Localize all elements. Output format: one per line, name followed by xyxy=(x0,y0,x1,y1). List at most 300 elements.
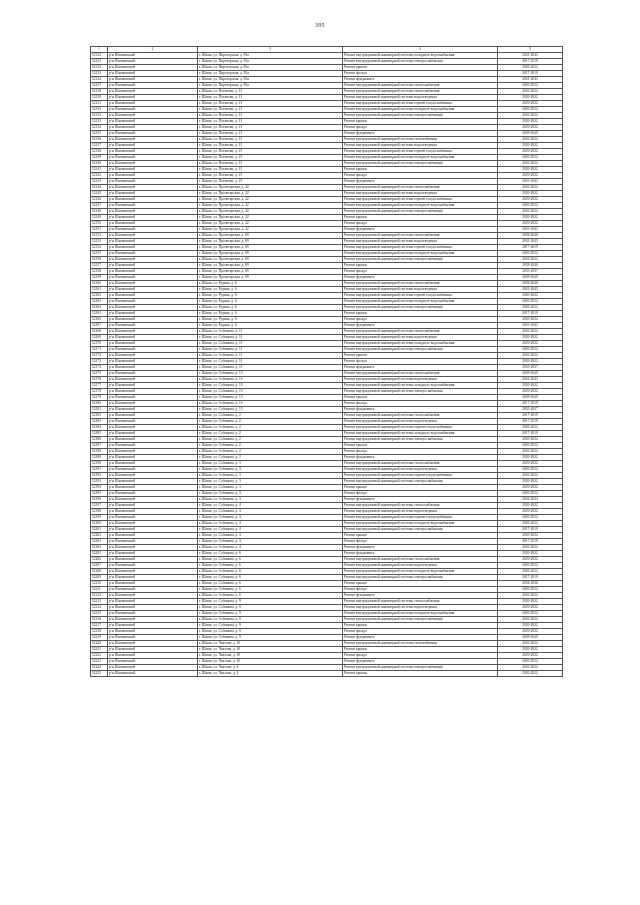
work-type-cell: Ремонт крыши xyxy=(343,533,498,539)
period-cell: 2020-2022 xyxy=(498,593,563,599)
row-number-cell: 52124 xyxy=(91,77,108,83)
address-cell: г. Шашк, ул. Собинова, д. 11 xyxy=(198,359,343,365)
row-number-cell: 52127 xyxy=(91,83,108,89)
period-cell: 2020-2022 xyxy=(498,599,563,605)
work-type-cell: Ремонт внутридомовой инженерной системы водоотведения xyxy=(343,287,498,293)
work-type-cell: Ремонт фундамента xyxy=(343,551,498,557)
work-type-cell: Ремонт крыши xyxy=(343,581,498,587)
district-cell: р-н Шашковский xyxy=(108,197,198,203)
address-cell: г. Шашк, ул. Рудина, д. 6 xyxy=(198,293,343,299)
district-cell: р-н Шашковский xyxy=(108,557,198,563)
period-cell: 2020-2022 xyxy=(498,629,563,635)
row-number-cell: 52209 xyxy=(91,575,108,581)
district-cell: р-н Шашковский xyxy=(108,413,198,419)
district-cell: р-н Шашковский xyxy=(108,149,198,155)
row-number-cell: 52188 xyxy=(91,449,108,455)
period-cell: 2020-2022 xyxy=(498,383,563,389)
period-cell: 2017-2019 xyxy=(498,419,563,425)
row-number-cell: 52146 xyxy=(91,197,108,203)
period-cell: 2038-2040 xyxy=(498,233,563,239)
row-number-cell: 52175 xyxy=(91,371,108,377)
work-type-cell: Ремонт внутридомовой инженерной системы холодного водоснабжения xyxy=(343,299,498,305)
work-type-cell: Ремонт крыши xyxy=(343,671,498,677)
work-type-cell: Ремонт внутридомовой инженерной системы электроснабжения xyxy=(343,59,498,65)
work-type-cell: Ремонт внутридомовой инженерной системы водоотведения xyxy=(343,509,498,515)
district-cell: р-н Шашковский xyxy=(108,59,198,65)
address-cell: г. Шашк, ул. Пролетарская, д. 42 xyxy=(198,191,343,197)
address-cell: г. Шашк, ул. Пролетарская, д. 42 xyxy=(198,215,343,221)
work-type-cell: Ремонт крыши xyxy=(343,395,498,401)
address-cell: г. Шашк, ул. Собинова, д. 6 xyxy=(198,593,343,599)
row-number-cell: 52211 xyxy=(91,587,108,593)
work-type-cell: Ремонт фасада xyxy=(343,221,498,227)
row-number-cell: 52197 xyxy=(91,503,108,509)
period-cell: 2020-2022 xyxy=(498,671,563,677)
work-type-cell: Ремонт внутридомовой инженерной системы холодного водоснабжения xyxy=(343,341,498,347)
district-cell: р-н Шашковский xyxy=(108,137,198,143)
district-cell: р-н Шашковский xyxy=(108,395,198,401)
row-number-cell: 52154 xyxy=(91,245,108,251)
work-type-cell: Ремонт внутридомовой инженерной системы теплоснабжения xyxy=(343,557,498,563)
period-cell: 2020-2022 xyxy=(498,353,563,359)
row-number-cell: 52219 xyxy=(91,635,108,641)
work-type-cell: Ремонт внутридомовой инженерной системы водоотведения xyxy=(343,563,498,569)
district-cell: р-н Шашковский xyxy=(108,407,198,413)
period-cell: 2017-2019 xyxy=(498,245,563,251)
district-cell: р-н Шашковский xyxy=(108,641,198,647)
district-cell: р-н Шашковский xyxy=(108,305,198,311)
row-number-cell: 52192 xyxy=(91,473,108,479)
district-cell: р-н Шашковский xyxy=(108,605,198,611)
address-cell: г. Шашк, ул. Собинова, д. 2 xyxy=(198,431,343,437)
period-cell: 2035-2037 xyxy=(498,407,563,413)
district-cell: р-н Шашковский xyxy=(108,659,198,665)
period-cell: 2020-2022 xyxy=(498,425,563,431)
row-number-cell: 52138 xyxy=(91,149,108,155)
address-cell: г. Шашк, ул. Собинова, д. 3 xyxy=(198,473,343,479)
district-cell: р-н Шашковский xyxy=(108,437,198,443)
district-cell: р-н Шашковский xyxy=(108,353,198,359)
address-cell: г. Шашк, ул. Потапова, д. 13 xyxy=(198,119,343,125)
row-number-cell: 52189 xyxy=(91,455,108,461)
row-number-cell: 52206 xyxy=(91,557,108,563)
work-type-cell: Ремонт фундамента xyxy=(343,131,498,137)
work-type-cell: Ремонт фундамента xyxy=(343,323,498,329)
district-cell: р-н Шашковский xyxy=(108,365,198,371)
work-type-cell: Ремонт фасада xyxy=(343,317,498,323)
district-cell: р-н Шашковский xyxy=(108,431,198,437)
row-number-cell: 52161 xyxy=(91,287,108,293)
period-cell: 2020-2022 xyxy=(498,113,563,119)
district-cell: р-н Шашковский xyxy=(108,467,198,473)
row-number-cell: 52163 xyxy=(91,299,108,305)
work-type-cell: Ремонт внутридомовой инженерной системы электроснабжения xyxy=(343,305,498,311)
period-cell: 2038-2040 xyxy=(498,371,563,377)
district-cell: р-н Шашковский xyxy=(108,101,198,107)
work-type-cell: Ремонт внутридомовой инженерной системы холодного водоснабжения xyxy=(343,107,498,113)
period-cell: 2020-2022 xyxy=(498,605,563,611)
work-type-cell: Ремонт внутридомовой инженерной системы горячего водоснабжения xyxy=(343,149,498,155)
work-type-cell: Ремонт внутридомовой инженерной системы холодного водоснабжения xyxy=(343,251,498,257)
work-type-cell: Ремонт фундамента xyxy=(343,275,498,281)
district-cell: р-н Шашковский xyxy=(108,581,198,587)
address-cell: г. Шашк, ул. Чкалова, д. 10 xyxy=(198,653,343,659)
period-cell: 2020-2022 xyxy=(498,545,563,551)
row-number-cell: 52160 xyxy=(91,281,108,287)
address-cell: г. Шашк, ул. Собинова, д. 9 xyxy=(198,623,343,629)
address-cell: г. Шашк, ул. Собинова, д. 9 xyxy=(198,611,343,617)
address-cell: г. Шашк, ул. Чкалова, д. 4 xyxy=(198,671,343,677)
work-type-cell: Ремонт внутридомовой инженерной системы холодного водоснабжения xyxy=(343,521,498,527)
work-type-cell: Ремонт внутридомовой инженерной системы электроснабжения xyxy=(343,575,498,581)
address-cell: г. Шашк, ул. Потапова, д. 15 xyxy=(198,179,343,185)
row-number-cell: 52123 xyxy=(91,71,108,77)
work-type-cell: Ремонт внутридомовой инженерной системы холодного водоснабжения xyxy=(343,611,498,617)
address-cell: г. Шашк, ул. Собинова, д. 4 xyxy=(198,521,343,527)
row-number-cell: 52133 xyxy=(91,119,108,125)
period-cell: 2020-2022 xyxy=(498,455,563,461)
row-number-cell: 52194 xyxy=(91,485,108,491)
row-number-cell: 52178 xyxy=(91,389,108,395)
row-number-cell: 52170 xyxy=(91,341,108,347)
district-cell: р-н Шашковский xyxy=(108,107,198,113)
district-cell: р-н Шашковский xyxy=(108,401,198,407)
row-number-cell: 52213 xyxy=(91,599,108,605)
work-type-cell: Ремонт внутридомовой инженерной системы газоснабжения xyxy=(343,137,498,143)
row-number-cell: 52182 xyxy=(91,413,108,419)
period-cell: 2017-2019 xyxy=(498,539,563,545)
row-number-cell: 52179 xyxy=(91,395,108,401)
district-cell: р-н Шашковский xyxy=(108,449,198,455)
work-type-cell: Ремонт крыши xyxy=(343,119,498,125)
address-cell: г. Шашк, ул. Собинова, д. 13 xyxy=(198,383,343,389)
row-number-cell: 52122 xyxy=(91,53,108,59)
address-cell: г. Шашк, ул. Собинова, д. 4 xyxy=(198,515,343,521)
row-number-cell: 52186 xyxy=(91,437,108,443)
period-cell: 2017-2019 xyxy=(498,527,563,533)
address-cell: г. Шашк, ул. Рудина, д. 6 xyxy=(198,305,343,311)
row-number-cell: 52180 xyxy=(91,401,108,407)
row-number-cell: 52132 xyxy=(91,113,108,119)
work-type-cell: Ремонт внутридомовой инженерной системы электроснабжения xyxy=(343,437,498,443)
address-cell: г. Шашк, ул. Рудина, д. 6 xyxy=(198,299,343,305)
work-type-cell: Ремонт внутридомовой инженерной системы водоотведения xyxy=(343,335,498,341)
period-cell: 2034-2036 xyxy=(498,581,563,587)
address-cell: г. Шашк, ул. Собинова, д. 13 xyxy=(198,407,343,413)
work-type-cell: Ремонт внутридомовой инженерной системы теплоснабжения xyxy=(343,599,498,605)
address-cell: г. Шашк, ул. Пирогорская, д. 83а xyxy=(198,59,343,65)
address-cell: г. Шашк, ул. Потапова, д. 15 xyxy=(198,167,343,173)
district-cell: р-н Шашковский xyxy=(108,461,198,467)
work-type-cell: Ремонт фасада xyxy=(343,401,498,407)
address-cell: г. Шашк, ул. Собинова, д. 13 xyxy=(198,377,343,383)
row-number-cell: 52165 xyxy=(91,311,108,317)
district-cell: р-н Шашковский xyxy=(108,191,198,197)
period-cell: 2020-2022 xyxy=(498,185,563,191)
work-type-cell: Ремонт внутридомовой инженерной системы электроснабжения xyxy=(343,527,498,533)
row-number-cell: 52148 xyxy=(91,209,108,215)
address-cell: г. Шашк, ул. Пирогорская, д. 85а xyxy=(198,71,343,77)
district-cell: р-н Шашковский xyxy=(108,635,198,641)
row-number-cell: 52217 xyxy=(91,623,108,629)
period-cell: 2020-2022 xyxy=(498,95,563,101)
period-cell: 2020-2022 xyxy=(498,197,563,203)
work-type-cell: Ремонт внутридомовой инженерной системы электроснабжения xyxy=(343,617,498,623)
district-cell: р-н Шашковский xyxy=(108,341,198,347)
work-type-cell: Ремонт внутридомовой инженерной системы холодного водоснабжения xyxy=(343,431,498,437)
work-type-cell: Ремонт крыши xyxy=(343,167,498,173)
work-type-cell: Ремонт фасада xyxy=(343,491,498,497)
address-cell: г. Шашк, ул. Собинова, д. 2 xyxy=(198,425,343,431)
period-cell: 2020-2022 xyxy=(498,107,563,113)
district-cell: р-н Шашковский xyxy=(108,359,198,365)
work-type-cell: Ремонт внутридомовой инженерной системы водоотведения xyxy=(343,239,498,245)
address-cell: г. Шашк, ул. Пирогорская, д. 85а xyxy=(198,65,343,71)
address-cell: г. Шашк, ул. Собинова, д. 2 xyxy=(198,419,343,425)
row-number-cell: 52173 xyxy=(91,359,108,365)
period-cell: 2020-2022 xyxy=(498,641,563,647)
period-cell: 2041-2043 xyxy=(498,179,563,185)
work-type-cell: Ремонт фасада xyxy=(343,359,498,365)
address-cell: г. Шашк, ул. Пролетарская, д. 69 xyxy=(198,275,343,281)
row-number-cell: 52168 xyxy=(91,329,108,335)
district-cell: р-н Шашковский xyxy=(108,383,198,389)
period-cell: 2020-2022 xyxy=(498,215,563,221)
period-cell: 2020-2022 xyxy=(498,611,563,617)
period-cell: 2020-2022 xyxy=(498,329,563,335)
work-type-cell: Ремонт внутридомовой инженерной системы горячего водоснабжения xyxy=(343,293,498,299)
district-cell: р-н Шашковский xyxy=(108,317,198,323)
column-header: 2 xyxy=(108,47,198,53)
work-type-cell: Ремонт фундамента xyxy=(343,635,498,641)
work-type-cell: Ремонт внутридомовой инженерной системы холодного водоснабжения xyxy=(343,569,498,575)
work-type-cell: Ремонт внутридомовой инженерной системы водоотведения xyxy=(343,605,498,611)
district-cell: р-н Шашковский xyxy=(108,155,198,161)
period-cell: 2038-2040 xyxy=(498,395,563,401)
row-number-cell: 52176 xyxy=(91,377,108,383)
address-cell: г. Шашк, ул. Рудина, д. 6 xyxy=(198,287,343,293)
period-cell: 2020-2022 xyxy=(498,473,563,479)
district-cell: р-н Шашковский xyxy=(108,425,198,431)
district-cell: р-н Шашковский xyxy=(108,587,198,593)
address-cell: г. Шашк, ул. Чкалова, д. 4 xyxy=(198,665,343,671)
row-number-cell: 52130 xyxy=(91,95,108,101)
row-number-cell: 52221 xyxy=(91,647,108,653)
work-type-cell: Ремонт внутридомовой инженерной системы горячего водоснабжения xyxy=(343,425,498,431)
period-cell: 2020-2022 xyxy=(498,563,563,569)
address-cell: г. Шашк, ул. Собинова, д. 6 xyxy=(198,569,343,575)
period-cell: 2020-2022 xyxy=(498,557,563,563)
work-type-cell: Ремонт фундамента xyxy=(343,407,498,413)
work-type-cell: Ремонт внутридомовой инженерной системы электроснабжения xyxy=(343,347,498,353)
district-cell: р-н Шашковский xyxy=(108,551,198,557)
address-cell: г. Шашк, ул. Собинова, д. 6 xyxy=(198,587,343,593)
period-cell: 2020-2022 xyxy=(498,257,563,263)
district-cell: р-н Шашковский xyxy=(108,479,198,485)
district-cell: р-н Шашковский xyxy=(108,71,198,77)
work-type-cell: Ремонт фасада xyxy=(343,125,498,131)
row-number-cell: 52136 xyxy=(91,137,108,143)
period-cell: 2020-2022 xyxy=(498,617,563,623)
district-cell: р-н Шашковский xyxy=(108,83,198,89)
row-number-cell: 52157 xyxy=(91,263,108,269)
address-cell: г. Шашк, ул. Рудина, д. 6 xyxy=(198,311,343,317)
work-type-cell: Ремонт крыши xyxy=(343,485,498,491)
period-cell: 2017-2019 xyxy=(498,311,563,317)
row-number-cell: 52199 xyxy=(91,515,108,521)
district-cell: р-н Шашковский xyxy=(108,275,198,281)
work-type-cell: Ремонт крыши xyxy=(343,623,498,629)
row-number-cell: 52177 xyxy=(91,383,108,389)
work-type-cell: Ремонт внутридомовой инженерной системы водоотведения xyxy=(343,377,498,383)
row-number-cell: 52207 xyxy=(91,563,108,569)
address-cell: г. Шашк, ул. Пролетарская, д. 69 xyxy=(198,257,343,263)
row-number-cell: 52135 xyxy=(91,131,108,137)
period-cell: 2020-2022 xyxy=(498,347,563,353)
district-cell: р-н Шашковский xyxy=(108,251,198,257)
district-cell: р-н Шашковский xyxy=(108,227,198,233)
district-cell: р-н Шашковский xyxy=(108,65,198,71)
period-cell: 2020-2022 xyxy=(498,167,563,173)
address-cell: г. Шашк, ул. Собинова, д. 9 xyxy=(198,617,343,623)
address-cell: г. Шашк, ул. Собинова, д. 13 xyxy=(198,395,343,401)
district-cell: р-н Шашковский xyxy=(108,545,198,551)
address-cell: г. Шашк, ул. Собинова, д. 2 xyxy=(198,413,343,419)
row-number-cell: 52143 xyxy=(91,179,108,185)
work-type-cell: Ремонт фундамента xyxy=(343,659,498,665)
work-type-cell: Ремонт фундамента xyxy=(343,365,498,371)
period-cell: 2041-2043 xyxy=(498,377,563,383)
row-number-cell: 52156 xyxy=(91,257,108,263)
district-cell: р-н Шашковский xyxy=(108,527,198,533)
work-type-cell: Ремонт внутридомовой инженерной системы электроснабжения xyxy=(343,113,498,119)
row-number-cell: 52131 xyxy=(91,101,108,107)
row-number-cell: 52137 xyxy=(91,143,108,149)
address-cell: г. Шашк, ул. Собинова, д. 3 xyxy=(198,479,343,485)
address-cell: г. Шашк, ул. Потапова, д. 13 xyxy=(198,107,343,113)
work-type-cell: Ремонт внутридомовой инженерной системы водоотведения xyxy=(343,191,498,197)
work-type-cell: Ремонт фасада xyxy=(343,653,498,659)
address-cell: г. Шашк, ул. Собинова, д. 6 xyxy=(198,557,343,563)
address-cell: г. Шашк, ул. Собинова, д. 9 xyxy=(198,629,343,635)
capital-repair-table xyxy=(90,46,563,677)
work-type-cell: Ремонт внутридомовой инженерной системы теплоснабжения xyxy=(343,185,498,191)
address-cell: г. Шашк, ул. Собинова, д. 6 xyxy=(198,581,343,587)
period-cell: 2017-2019 xyxy=(498,575,563,581)
district-cell: р-н Шашковский xyxy=(108,113,198,119)
row-number-cell: 52196 xyxy=(91,497,108,503)
district-cell: р-н Шашковский xyxy=(108,455,198,461)
row-number-cell: 52224 xyxy=(91,665,108,671)
district-cell: р-н Шашковский xyxy=(108,167,198,173)
address-cell: г. Шашк, ул. Собинова, д. 3 xyxy=(198,491,343,497)
address-cell: г. Шашк, ул. Собинова, д. 13 xyxy=(198,401,343,407)
work-type-cell: Ремонт внутридомовой инженерной системы горячего водоснабжения xyxy=(343,245,498,251)
period-cell: 2041-2043 xyxy=(498,77,563,83)
district-cell: р-н Шашковский xyxy=(108,671,198,677)
work-type-cell: Ремонт внутридомовой инженерной системы теплоснабжения xyxy=(343,371,498,377)
work-type-cell: Ремонт внутридомовой инженерной системы газоснабжения xyxy=(343,641,498,647)
address-cell: г. Шашк, ул. Потапова, д. 15 xyxy=(198,173,343,179)
work-type-cell: Ремонт фасада xyxy=(343,173,498,179)
address-cell: г. Шашк, ул. Потапова, д. 15 xyxy=(198,137,343,143)
district-cell: р-н Шашковский xyxy=(108,119,198,125)
row-number-cell: 52190 xyxy=(91,461,108,467)
district-cell: р-н Шашковский xyxy=(108,371,198,377)
work-type-cell: Ремонт внутридомовой инженерной системы водоотведения xyxy=(343,467,498,473)
work-type-cell: Ремонт крыши xyxy=(343,215,498,221)
row-number-cell: 52174 xyxy=(91,365,108,371)
row-number-cell: 52149 xyxy=(91,215,108,221)
district-cell: р-н Шашковский xyxy=(108,629,198,635)
period-cell: 2020-2022 xyxy=(498,521,563,527)
district-cell: р-н Шашковский xyxy=(108,347,198,353)
district-cell: р-н Шашковский xyxy=(108,419,198,425)
work-type-cell: Ремонт крыши xyxy=(343,311,498,317)
period-cell: 2020-2022 xyxy=(498,83,563,89)
row-number-cell: 52187 xyxy=(91,443,108,449)
address-cell: г. Шашк, ул. Пролетарская, д. 42 xyxy=(198,185,343,191)
period-cell: 2020-2022 xyxy=(498,203,563,209)
address-cell: г. Шашк, ул. Пролетарская, д. 69 xyxy=(198,245,343,251)
district-cell: р-н Шашковский xyxy=(108,389,198,395)
period-cell: 2020-2022 xyxy=(498,335,563,341)
district-cell: р-н Шашковский xyxy=(108,647,198,653)
district-cell: р-н Шашковский xyxy=(108,89,198,95)
district-cell: р-н Шашковский xyxy=(108,131,198,137)
period-cell: 2020-2022 xyxy=(498,515,563,521)
work-type-cell: Ремонт внутридомовой инженерной системы теплоснабжения xyxy=(343,461,498,467)
district-cell: р-н Шашковский xyxy=(108,53,198,59)
work-type-cell: Ремонт крыши xyxy=(343,353,498,359)
work-type-cell: Ремонт внутридомовой инженерной системы водоотведения xyxy=(343,95,498,101)
period-cell: 2020-2022 xyxy=(498,155,563,161)
address-cell: г. Шашк, ул. Собинова, д. 2 xyxy=(198,443,343,449)
row-number-cell: 52223 xyxy=(91,659,108,665)
address-cell: г. Шашк, ул. Рудина, д. 6 xyxy=(198,317,343,323)
district-cell: р-н Шашковский xyxy=(108,473,198,479)
district-cell: р-н Шашковский xyxy=(108,509,198,515)
work-type-cell: Ремонт фундамента xyxy=(343,455,498,461)
row-number-cell: 52153 xyxy=(91,239,108,245)
district-cell: р-н Шашковский xyxy=(108,575,198,581)
work-type-cell: Ремонт фундамента xyxy=(343,179,498,185)
work-type-cell: Ремонт фасада xyxy=(343,539,498,545)
work-type-cell: Ремонт внутридомовой инженерной системы теплоснабжения xyxy=(343,89,498,95)
row-number-cell: 52151 xyxy=(91,227,108,233)
period-cell: 2020-2022 xyxy=(498,647,563,653)
district-cell: р-н Шашковский xyxy=(108,77,198,83)
period-cell: 2020-2022 xyxy=(498,359,563,365)
address-cell: г. Шашк, ул. Собинова, д. 3 xyxy=(198,497,343,503)
work-type-cell: Ремонт крыши xyxy=(343,263,498,269)
district-cell: р-н Шашковский xyxy=(108,617,198,623)
period-cell: 2035-2037 xyxy=(498,365,563,371)
row-number-cell: 52140 xyxy=(91,161,108,167)
period-cell: 2020-2022 xyxy=(498,191,563,197)
address-cell: г. Шашк, ул. Пирогорская, д. 85а xyxy=(198,83,343,89)
work-type-cell: Ремонт внутридомовой инженерной системы горячего водоснабжения xyxy=(343,473,498,479)
period-cell: 2020-2022 xyxy=(498,65,563,71)
address-cell: г. Шашк, ул. Пролетарская, д. 42 xyxy=(198,197,343,203)
period-cell: 2020-2022 xyxy=(498,587,563,593)
address-cell: г. Шашк, ул. Собинова, д. 3 xyxy=(198,467,343,473)
address-cell: г. Шашк, ул. Собинова, д. 9 xyxy=(198,635,343,641)
address-cell: г. Шашк, ул. Собинова, д. 11 xyxy=(198,347,343,353)
district-cell: р-н Шашковский xyxy=(108,539,198,545)
row-number-cell: 52150 xyxy=(91,221,108,227)
work-type-cell: Ремонт внутридомовой инженерной системы водоотведения xyxy=(343,419,498,425)
